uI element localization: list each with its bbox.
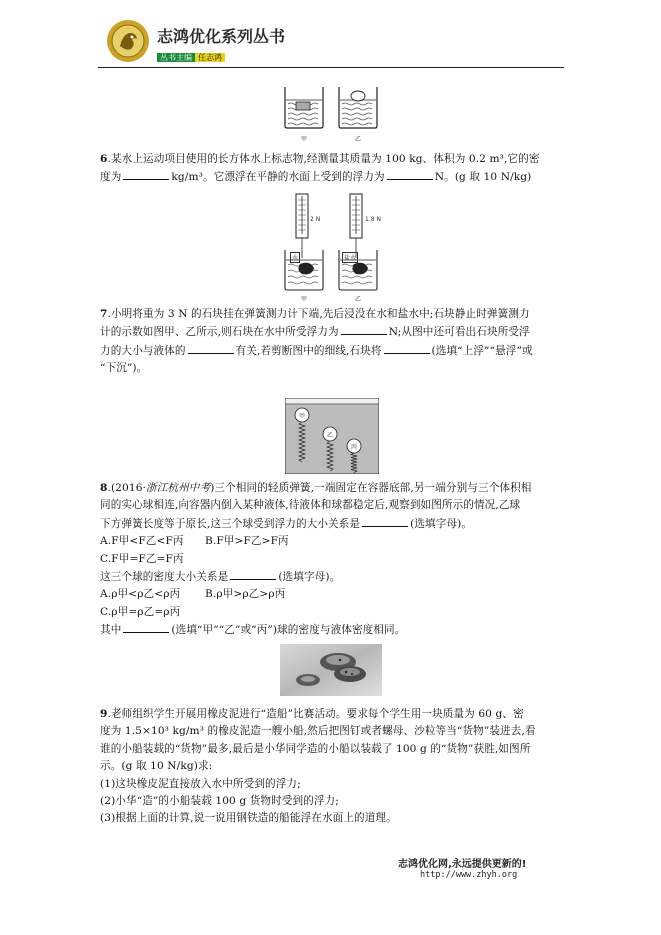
q8-density-b: (选填字母)。	[278, 571, 341, 584]
ball-yi-label: 乙	[327, 432, 334, 439]
q8-option-a: A.F甲<F乙<F丙	[100, 535, 184, 548]
question-6	[100, 151, 570, 187]
q8-option-b: B.F甲>F乙>F丙	[205, 535, 289, 548]
header-divider	[98, 67, 564, 68]
ball-jia-label: 甲	[299, 413, 306, 420]
answer-blank[interactable]	[387, 168, 433, 180]
q8-source-prefix: .(2016·	[107, 482, 147, 494]
q7-line1: .小明将重为 3 N 的石块挂在弹簧测力计下端,先后浸没在水和盐水中;石块静止时弹簧测力	[107, 308, 530, 320]
question-8	[100, 480, 570, 640]
q8-line2: 同的实心球相连,向容器内倒入某种液体,待液体和球都稳定后,观察到如图所示的情况,乙球	[100, 499, 521, 512]
scale-yi-label: 乙	[355, 296, 362, 303]
beaker-yi-image	[336, 84, 382, 130]
beaker-jia-label: 甲	[301, 136, 308, 143]
q7-line3c: (选填“上浮”“悬浮”或	[431, 344, 533, 357]
answer-blank[interactable]	[230, 568, 276, 580]
q8-line3b: (选填字母)。	[410, 517, 473, 530]
q8-last-a: 其中	[100, 624, 122, 637]
q6-line2b: kg/m³。它漂浮在平静的水面上受到的浮力为	[171, 171, 385, 184]
q7-line2b: N;从图中还可看出石块所受浮	[388, 326, 530, 339]
q6-line2a: 度为	[100, 171, 122, 184]
figure-clay-boats	[280, 644, 382, 696]
q9-sub2: (2)小华“造”的小船装载 100 g 货物时受到的浮力;	[100, 795, 339, 808]
scale-jia-label: 甲	[301, 296, 308, 303]
answer-blank[interactable]	[341, 323, 387, 335]
q6-line1: .某水上运动项目使用的长方体水上标志物,经测量其质量为 100 kg、体积为 0.2 m³,它的密	[107, 153, 540, 165]
answer-blank[interactable]	[123, 621, 169, 633]
spring-scale-jia-image	[282, 192, 328, 292]
question-number: 8	[100, 482, 108, 494]
figure-beakers	[282, 84, 382, 144]
q8-line1-rest: )三个相同的轻质弹簧,一端固定在容器底部,另一端分别与三个体积相	[210, 482, 532, 494]
figure-spring-scales	[282, 192, 382, 302]
logo-emblem-icon	[105, 18, 151, 64]
beaker-yi-label: 乙	[355, 136, 362, 143]
answer-blank[interactable]	[188, 342, 234, 354]
q8-option-c: C.F甲=F乙=F丙	[100, 552, 184, 565]
q8-density-option-c: C.ρ甲=ρ乙=ρ丙	[100, 605, 181, 618]
ball-bing-label: 丙	[351, 444, 358, 451]
series-title: 志鸿优化系列丛书	[157, 27, 286, 46]
q8-line3a: 下方弹簧长度等于原长,这三个球受到浮力的大小关系是	[100, 517, 361, 530]
q9-line4: 示。(g 取 10 N/kg)求:	[100, 760, 213, 773]
q9-line3: 谁的小船装载的“货物”最多,最后是小华同学造的小船以装载了 100 g 的“货物”获胜,如图所	[100, 742, 531, 755]
beaker-jia-image	[282, 84, 328, 130]
q8-density-a: 这三个球的密度大小关系是	[100, 571, 229, 584]
q8-source: 浙江杭州中考	[146, 482, 211, 494]
q8-density-option-b: B.ρ甲>ρ乙>ρ丙	[205, 588, 286, 601]
spring-scale-yi-image	[336, 192, 382, 292]
header	[95, 18, 565, 68]
editor-line	[157, 45, 225, 64]
scale-right-liquid: 盐水	[342, 252, 358, 263]
q9-line2: 度为 1.5×10³ kg/m³ 的橡皮泥造一艘小船,然后把图钉或者螺母、沙粒等当“货物”装进去,看	[100, 725, 536, 738]
question-number: 6	[100, 153, 108, 165]
clay-boats-photo	[280, 644, 382, 696]
q7-line3a: 力的大小与液体的	[100, 344, 186, 357]
question-7	[100, 306, 570, 378]
answer-blank[interactable]	[362, 515, 408, 527]
q8-density-option-a: A.ρ甲<ρ乙<ρ丙	[100, 588, 181, 601]
footer-slogan: 志鸿优化网,永远提供更新的!	[398, 859, 527, 870]
scale-left-liquid: 水	[290, 252, 300, 263]
figure-spring-container	[285, 398, 379, 474]
q9-line1: .老师组织学生开展用橡皮泥进行“造船”比赛活动。要求每个学生用一块质量为 60 g、密	[107, 708, 524, 720]
answer-blank[interactable]	[123, 168, 169, 180]
question-9	[100, 706, 570, 828]
q9-sub3: (3)根据上面的计算,说一说用钢铁造的船能浮在水面上的道理。	[100, 812, 397, 825]
question-number: 9	[100, 708, 108, 720]
scale-left-reading: 2 N	[310, 216, 321, 223]
answer-blank[interactable]	[384, 342, 430, 354]
question-number: 7	[100, 308, 108, 320]
scale-right-reading: 1.8 N	[365, 216, 381, 223]
editor-name: 任志鸿	[195, 53, 225, 62]
q8-last-b: (选填“甲”“乙”或“丙”)球的密度与液体密度相同。	[171, 624, 406, 637]
q7-line3b: 有关,若剪断图中的细线,石块将	[235, 344, 382, 357]
q7-line2a: 计的示数如图甲、乙所示,则石块在水中所受浮力为	[100, 326, 339, 339]
q6-line2c: N。(g 取 10 N/kg)	[434, 171, 532, 184]
editor-label: 丛书主编	[157, 53, 195, 62]
q9-sub1: (1)这块橡皮泥直接放入水中所受到的浮力;	[100, 777, 301, 790]
footer-url[interactable]: http://www.zhyh.org	[420, 870, 518, 880]
q7-line4: “下沉”)。	[100, 362, 148, 375]
